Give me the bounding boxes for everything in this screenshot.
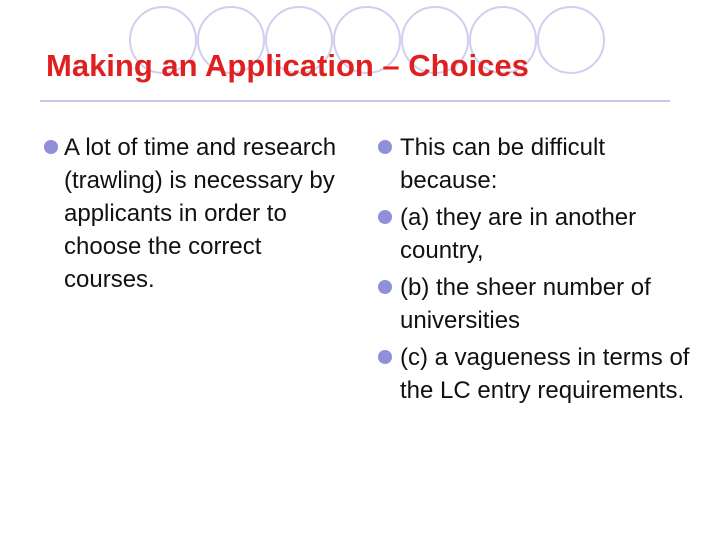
bullet-text: (a) they are in another country,: [400, 204, 637, 264]
left-bullet-list: [44, 131, 344, 296]
bullet-item: [378, 131, 698, 197]
bullet-item: [378, 201, 698, 267]
bullet-dot-icon: [378, 350, 392, 364]
bullet-text: A lot of time and research (trawling) is necessary by applicants in order to choose the correct courses.: [64, 134, 337, 293]
slide-title: Making an Application – Choices: [46, 48, 529, 83]
bullet-dot-icon: [378, 210, 392, 224]
title-underline: [40, 100, 670, 102]
bullet-dot-icon: [378, 280, 392, 294]
bullet-item: [378, 271, 698, 337]
bullet-dot-icon: [378, 140, 392, 154]
right-bullet-list: [378, 131, 698, 411]
bullet-text: This can be difficult because:: [400, 134, 605, 194]
bullet-dot-icon: [44, 140, 58, 154]
bullet-item: [378, 341, 698, 407]
bullet-text: (c) a vagueness in terms of the LC entry requirements.: [400, 344, 690, 404]
bullet-text: (b) the sheer number of universities: [400, 274, 651, 334]
bullet-item: [44, 131, 344, 296]
decor-circle: [538, 7, 604, 73]
